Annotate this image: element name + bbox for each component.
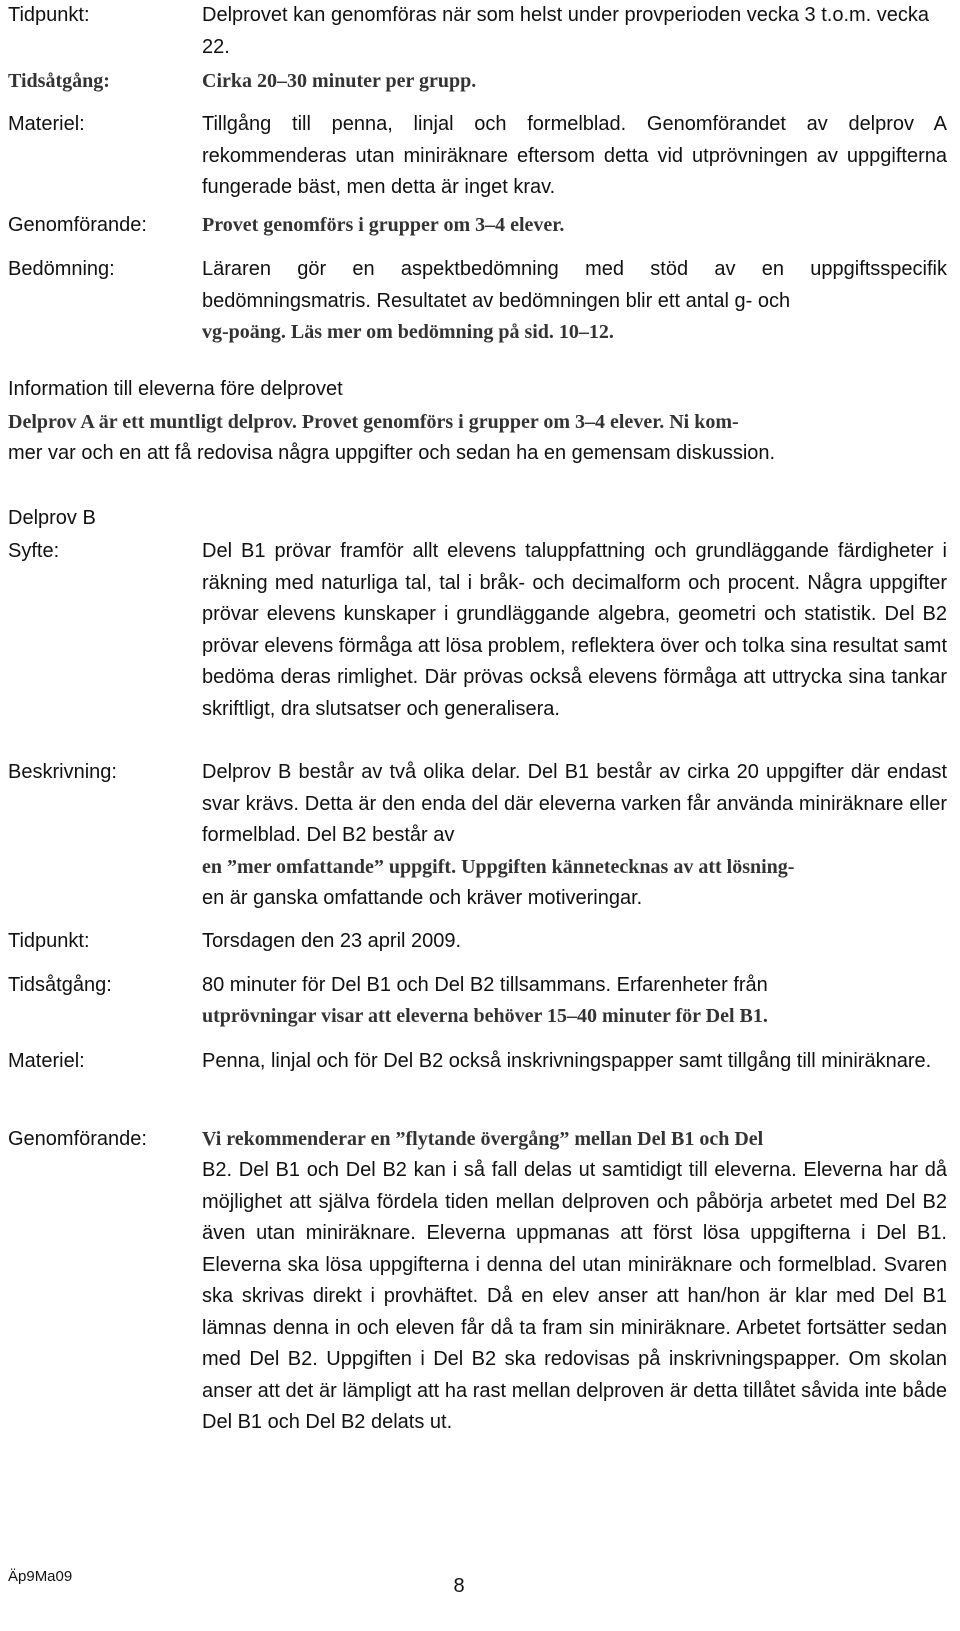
- text-beskrivning-b-cont: en ”mer omfattande” uppgift. Uppgiften kännetecknas av att lösning-: [202, 856, 795, 878]
- label-genomforande-b: Genomförande:: [8, 1128, 147, 1150]
- text-tidsatgang-b: 80 minuter för Del B1 och Del B2 tillsammans. Erfarenheter från: [202, 974, 768, 996]
- label-tidpunkt-b: Tidpunkt:: [8, 930, 90, 952]
- text-tidpunkt-a: Delprovet kan genomföras när som helst under provperioden vecka 3 t.o.m. vecka 22.: [202, 4, 930, 58]
- text-syfte-b: Del B1 prövar framför allt elevens taluppfattning och grundläggande färdigheter i räkning med naturliga tal, tal i bråk- och decimalform och procent. Några uppgifter prövar elevens kunskaper i grundläggande algebra, geometri och statistik. Del B2 prövar elevens förmåga att lösa problem, reflektera över och tolka sina resultat samt bedöma deras rimlighet. Där prövas också elevens förmåga att uttrycka sina tankar skriftligt, dra slutsatser och generalisera.: [202, 540, 947, 720]
- footer-code: Äp9Ma09: [8, 1568, 73, 1585]
- text-bedomning-a: Läraren gör en aspektbedömning med stöd av en uppgiftsspecifik bedömningsmatris. Resultatet av bedömningen blir ett antal g- och: [202, 258, 947, 312]
- text-materiel-a: Tillgång till penna, linjal och formelblad. Genomförandet av delprov A rekommenderas utan miniräknare eftersom detta vid utprövningen av uppgifterna fungerade bäst, men detta är inget krav.: [202, 113, 947, 198]
- text-beskrivning-b: Delprov B består av två olika delar. Del B1 består av cirka 20 uppgifter där endast svar krävs. Detta är den enda del där eleverna varken får använda miniräknare eller formelblad. Del B2 består av: [202, 761, 947, 846]
- text-materiel-b: Penna, linjal och för Del B2 också inskrivningspapper samt tillgång till miniräknare.: [202, 1050, 932, 1072]
- information-line-1: Delprov A är ett muntligt delprov. Provet genomförs i grupper om 3–4 elever. Ni kom-: [8, 411, 739, 433]
- text-genomforande-b-cont: B2. Del B1 och Del B2 kan i så fall delas ut samtidigt till eleverna. Eleverna har då möjlighet att själva fördela tiden mellan delproven och påbörja arbetet med Del B2 även utan miniräknare. Eleverna uppmanas att först lösa uppgifterna i Del B1. Eleverna ska lösa uppgifterna i denna del utan miniräknare och formelblad. Svaren ska skrivas direkt i provhäftet. Då en elev anser att han/hon är klar med Del B1 lämnas denna in och eleven får då ta fram sin miniräknare. Arbetet fortsätter sedan med Del B2. Uppgiften i Del B2 ska redovisas på inskrivningspapper. Om skolan anser att det är lämpligt att ha rast mellan delproven är detta tillåtet såvida inte både Del B1 och Del B2 delats ut.: [202, 1159, 947, 1433]
- text-tidsatgang-b-cont: utprövningar visar att eleverna behöver 15–40 minuter för Del B1.: [202, 1005, 768, 1027]
- information-heading: Information till eleverna före delprovet: [8, 378, 343, 400]
- text-beskrivning-b-end: en är ganska omfattande och kräver motiveringar.: [202, 887, 643, 909]
- text-genomforande-b: Vi rekommenderar en ”flytande övergång” mellan Del B1 och Del: [202, 1128, 764, 1150]
- text-tidsatgang-a: Cirka 20–30 minuter per grupp.: [202, 70, 477, 92]
- text-tidpunkt-b: Torsdagen den 23 april 2009.: [202, 930, 462, 952]
- label-beskrivning-b: Beskrivning:: [8, 761, 117, 783]
- label-genomforande-a: Genomförande:: [8, 214, 147, 236]
- label-tidpunkt-a: Tidpunkt:: [8, 4, 90, 26]
- information-line-2: mer var och en att få redovisa några uppgifter och sedan ha en gemensam diskussion.: [8, 442, 776, 464]
- label-bedomning-a: Bedömning:: [8, 258, 115, 280]
- label-materiel-b: Materiel:: [8, 1050, 85, 1072]
- label-tidsatgang-b: Tidsåtgång:: [8, 974, 112, 996]
- label-syfte-b: Syfte:: [8, 540, 60, 562]
- label-tidsatgang-a: Tidsåtgång:: [8, 70, 110, 92]
- page-number: 8: [453, 1575, 465, 1597]
- text-genomforande-a: Provet genomförs i grupper om 3–4 elever.: [202, 214, 565, 236]
- text-bedomning-a-cont: vg-poäng. Läs mer om bedömning på sid. 10–12.: [202, 321, 614, 343]
- delprov-b-heading: Delprov B: [8, 507, 96, 529]
- label-materiel-a: Materiel:: [8, 113, 85, 135]
